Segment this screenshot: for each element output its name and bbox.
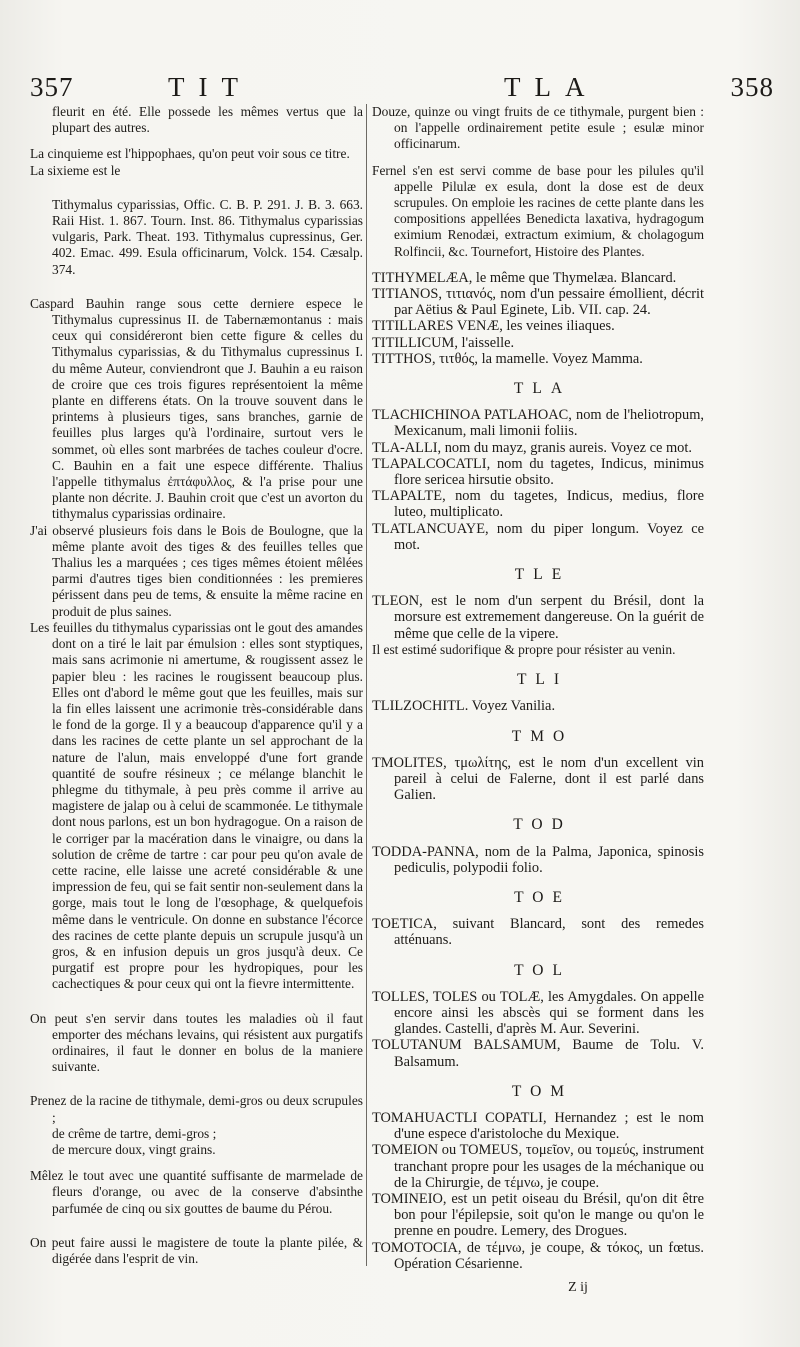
left-column — [30, 104, 363, 1267]
dictionary-entry: TOMINEIO, est un petit oiseau du Brésil, qu'on dit être bon pour l'épilepsie, soit qu'on le mange ou qu'on le prenne en poudre. Lemery, des Drogues. — [372, 1190, 704, 1240]
right-column — [372, 104, 704, 1296]
section-heading: TLA — [513, 380, 572, 398]
paragraph: de crême de tartre, demi-gros ; — [52, 1125, 217, 1141]
paragraph: Tithymalus cyparissias, Offic. C. B. P. 291. J. B. 3. 663. Raii Hist. 1. 867. Tourn. Inst. 86. Tithymalus cyparissias vulgaris, Park. Theat. 193. Tithymalus cupressinus, Ger. 402. Emac. 499. Esula officinarum, Volck. 154. Cæsalp. 374. — [52, 196, 363, 277]
paragraph: fleurit en été. Elle possede les mêmes vertus que la plupart des autres. — [52, 104, 363, 136]
dictionary-entry: TOETICA, suivant Blancard, sont des remedes atténuans. — [372, 916, 704, 949]
dictionary-entry: TLEON, est le nom d'un serpent du Brésil, dont la morsure est extremement dangereuse. On la guérit de même que celle de la vipere. — [372, 593, 704, 642]
dictionary-entry: TLA-ALLI, nom du mayz, granis aureis. Voyez ce mot. — [372, 439, 692, 456]
dictionary-entry: TOLLES, TOLES ou TOLÆ, les Amygdales. On appelle encore ainsi les abscès qui se forment dans les glandes. Castelli, d'après M. Aur. Severini. — [372, 988, 704, 1038]
dictionary-entry: TLATLANCUAYE, nom du piper longum. Voyez ce mot. — [372, 520, 704, 553]
section-heading: TOM — [511, 1082, 574, 1100]
page-number-right: 358 — [730, 72, 774, 102]
section-heading: TOL — [514, 961, 571, 979]
dictionary-entry: TITILLICUM, l'aisselle. — [372, 334, 515, 351]
dictionary-entry: TOMOTOCIA, de τέμνω, je coupe, & τόκος, un fœtus. Opération Césarienne. — [372, 1239, 704, 1272]
dictionary-entry: Il est estimé sudorifique & propre pour résister au venin. — [372, 641, 676, 657]
dictionary-entry: TOMEION ou TOMEUS, τομεῖον, ou τομεύς, instrument tranchant propre pour les usages de la méchanique ou de la Chirurgie, de τέμνω, je coupe. — [372, 1142, 704, 1191]
dictionary-entry: TLILZOCHITL. Voyez Vanilia. — [372, 698, 556, 715]
section-heading: TLE — [514, 566, 571, 584]
paragraph: On peut faire aussi le magistere de toute la plante pilée, & digérée dans l'esprit de vin. — [30, 1234, 363, 1266]
dictionary-entry: TLAPALTE, nom du tagetes, Indicus, medius, flore luteo, multiplicato. — [372, 488, 704, 521]
dictionary-entry: TLAPALCOCATLI, nom du tagetes, Indicus, minimus flore sericea hirsutie obsito. — [372, 455, 704, 489]
header-title-right: TLA — [504, 72, 599, 102]
dictionary-entry: TMOLITES, τμωλίτης, est le nom d'un excellent vin pareil à celui de Falerne, dont il est parlé dans Galien. — [372, 754, 704, 804]
section-heading: TLI — [516, 671, 569, 689]
paragraph: La sixieme est le — [30, 162, 121, 178]
running-header — [30, 72, 774, 106]
column-rule — [366, 104, 367, 1266]
section-heading: TMO — [511, 727, 574, 745]
paragraph: Mêlez le tout avec une quantité suffisante de marmelade de fleurs d'orange, ou avec de la conserve d'absinthe parfumée de cinq ou six gouttes de baume du Pérou. — [30, 1168, 363, 1216]
header-title-left: TIT — [168, 72, 252, 102]
dictionary-entry: TITTHOS, τιτθός, la mamelle. Voyez Mamma. — [372, 350, 643, 367]
dictionary-entry: TLACHICHINOA PATLAHOAC, nom de l'heliotropum, Mexicanum, mali limonii foliis. — [372, 407, 704, 440]
paragraph: Caspard Bauhin range sous cette derniere espece le Tithymalus cupressinus II. de Tabernæmontanus : mais ceux qui considéreront bien cette figure & celles du Tithymalus cyparissias, & du Tithymalus cupressinus I. du même Auteur, conviendront que J. Bauhin a eu raison de croire que ces trois figures représentoient la même plante en differens états. On la trouve souvent dans le printems à plusieurs tiges, sans branches, garnie de feuilles plus larges qu'à l'ordinaire, surtout vers le sommet, où elles sont marbrées de taches couleur d'ocre. C. Bauhin en a fait une espece différente. Thalius l'appelle tithymalus ἐπτάφυλλος, & l'a prise pour une plante non décrite. J. Bauhin croit que c'est un avorton du tithymalus cyparissias ordinaire. — [30, 295, 363, 522]
paragraph: La cinquieme est l'hippophaes, qu'on peut voir sous ce titre. — [30, 146, 350, 162]
dictionary-entry: TITIANOS, τιτιανός, nom d'un pessaire émollient, décrit par Aëtius & Paul Eginete, Lib. VII. cap. 24. — [372, 286, 704, 319]
paragraph: On peut s'en servir dans toutes les maladies où il faut emporter des méchans levains, qui résistent aux purgatifs ordinaires, il faut le donner en bolus de la maniere suivante. — [30, 1010, 363, 1075]
dictionary-entry: TOLUTANUM BALSAMUM, Baume de Tolu. V. Balsamum. — [372, 1037, 704, 1070]
section-heading: TOD — [513, 816, 572, 834]
dictionary-entry: TOMAHUACTLI COPATLI, Hernandez ; est le nom d'une espece d'aristoloche du Mexique. — [372, 1109, 704, 1143]
paragraph: Prenez de la racine de tithymale, demi-gros ou deux scrupules ; — [30, 1093, 363, 1125]
dictionary-entry: TODDA-PANNA, nom de la Palma, Japonica, spinosis pediculis, polypodii folio. — [372, 843, 704, 876]
dictionary-entry: Fernel s'en est servi comme de base pour les pilules qu'il appelle Pilulæ ex esula, dont la dose est de deux scrupules. On emploie les racines de cette plante dans les compositions appellées Benedicta laxativa, hydragogum eximium Renodæi, extractum eximium, & cholagogum Rolfincii, &c. Tournefort, Histoire des Plantes. — [372, 162, 704, 259]
page-number-left: 357 — [30, 72, 74, 102]
dictionary-entry: TITILLARES VENÆ, les veines iliaques. — [372, 318, 615, 335]
paragraph: de mercure doux, vingt grains. — [52, 1141, 216, 1157]
dictionary-entry: Douze, quinze ou vingt fruits de ce tithymale, purgent bien : on l'appelle ordinairement petite esule ; esulæ minor officinarum. — [372, 104, 704, 152]
dictionary-entry: TITHYMELÆA, le même que Thymelæa. Blancard. — [372, 269, 677, 286]
paragraph: Les feuilles du tithymalus cyparissias ont le gout des amandes dont on a tiré le lait par émulsion : elles sont styptiques, mais sans acrimonie ni amertume, & rougissent assez le papier bleu : les racines le rougissent beaucoup plus. Elles ont d'abord le même gout que les feuilles, mais sur la fin elles laissent une acrimonie très-considérable dans le fond de la gorge. Il y a beaucoup d'apparence qu'il y a dans les racines de cette plante un sel approchant de la nature de l'alun, mais enveloppé d'une fort grande quantité de soufre résineux ; ce mélange blanchit le phlegme du tithymale, à peu près comme il arrive au magistere de jalap ou à celui de scammonée. Le tithymale dont nous parlons, est un bon hydragogue. On a raison de le corriger par la macération dans le vinaigre, ou dans la solution de crême de tartre : car pour peu qu'on avale de cette racine, elle laisse une acreté considérable & une impression de feu, qui se fait sentir non-seulement dans la gorge, mais tout le long de l'œsophage, & quelquefois même dans le ventricule. On donne en substance l'écorce des racines de cette plante depuis un scrupule jusqu'à un gros, & en infusion depuis un gros jusqu'à deux. Ce purgatif est propre pour les hydropiques, pour les cachectiques & pour ceux qui ont la fievre intermittente. — [30, 619, 363, 992]
paragraph: J'ai observé plusieurs fois dans le Bois de Boulogne, que la même plante avoit des tiges & des feuilles telles que Thalius les a marquées ; ces tiges mêmes étoient mêlées parmi d'autres tiges bien conditionnées : les premieres périssent dans peu de tems, & ensuite la même racine en produit de plus saines. — [30, 522, 363, 619]
signature-mark: Z ij — [568, 1279, 588, 1295]
section-heading: TOE — [514, 888, 571, 906]
